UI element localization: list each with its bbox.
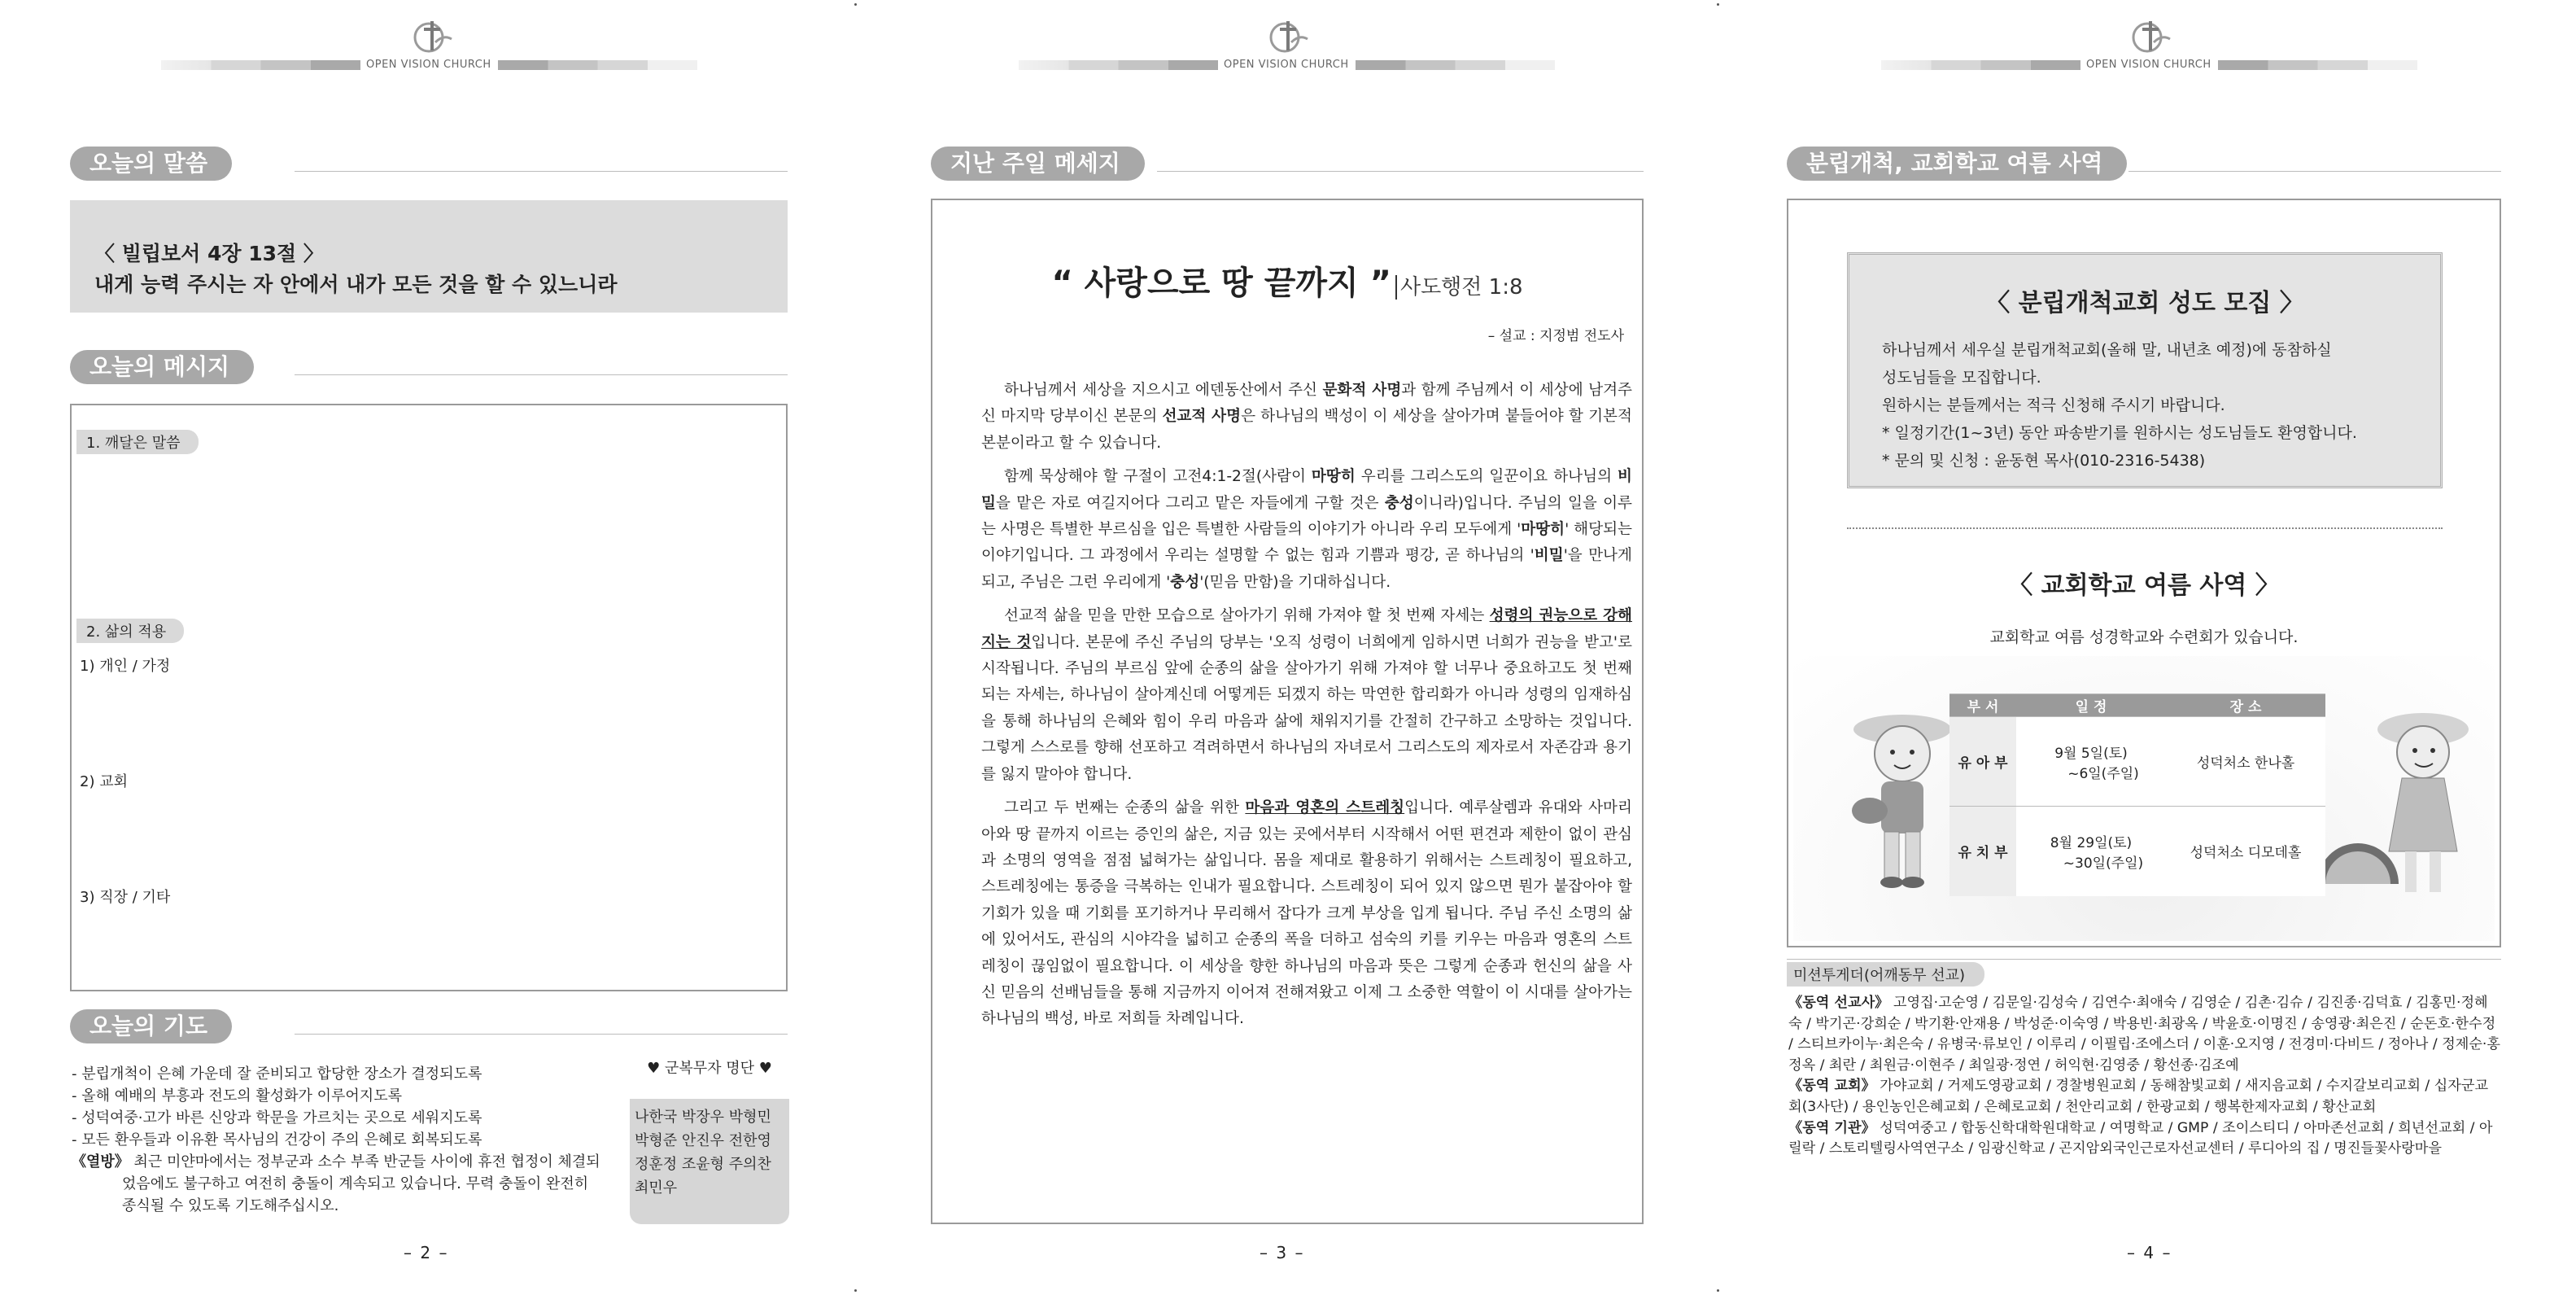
soldiers-panel [630, 1099, 789, 1224]
table-row [1949, 717, 2325, 807]
preacher: – 설교 : 지정범 전도사 [1487, 328, 1624, 344]
ministry-box [1787, 199, 2501, 947]
table-header: 일 정 [2016, 694, 2166, 717]
page-header [856, 18, 1718, 75]
soldier-names: 나한국 박장우 박형민 [635, 1109, 771, 1126]
section-heading [70, 350, 788, 384]
prayer-item: - 모든 환우들과 이유환 목사님의 건강이 주의 은혜로 회복되도록 [72, 1131, 482, 1148]
sermon-paragraph: 함께 묵상해야 할 구절이 고전4:1-2절(사람이 마땅히 우리를 그리스도의 일꾼이요 하나님의 비밀을 맡은 자로 여길지어다 그리고 맡은 자들에게 구할 것은 충성이니라)입니다. 주님의 일을 이루는 사명은 특별한 부르심을 입은 특별한 사람들의 이야기가 아니라 우리 모두에게 '마땅히' 해당되는 이야기입니다. 그 과정에서 우리는 설명할 수 없는 힘과 기쁨과 평강, 곧 하나님의 '비밀'을 만나게 되고, 주님은 그런 우리에게 '충성'(믿음 만함)을 기대하십니다. [981, 468, 1632, 591]
dept-cell: 유 아 부 [1949, 717, 2016, 807]
recruit-line: 원하시는 분들께서는 적극 신청해 주시기 바랍니다. [1882, 396, 2225, 414]
soldier-names: 정훈정 조윤형 주의찬 [635, 1156, 771, 1173]
page-4 [1718, 0, 2576, 1295]
sermon-title: “ 사랑으로 땅 끝까지 ” [1051, 265, 1391, 302]
sermon-heading [932, 257, 1642, 304]
urgent-text: 최근 미얀마에서는 정부군과 소수 부족 반군들 사이에 휴전 협정이 체결되 [133, 1153, 600, 1170]
schedule-table [1949, 693, 2325, 896]
header-bar-right [1356, 60, 1555, 70]
church-name: OPEN VISION CHURCH [2086, 59, 2211, 71]
table-header: 부 서 [1949, 694, 2016, 717]
page-number: – 3 – [1260, 1243, 1305, 1262]
header-bar-right [2218, 60, 2417, 70]
mission-label: 미션투게더(어깨동무 선교) [1787, 962, 1984, 987]
divider [1157, 171, 1644, 172]
place-cell: 성덕처소 한나홀 [2166, 717, 2325, 807]
divider [1847, 527, 2443, 529]
sermon-paragraph: 그리고 두 번째는 순종의 삶을 위한 마음과 영혼의 스트레칭입니다. 예루살렘과 유대와 사마리아와 땅 끝까지 이르는 증인의 삶은, 지금 있는 곳에서부터 시작해서 어떤 편견과 제한이 없이 관심과 소명의 영역을 점점 넓혀가는 삶입니다. 몸을 제대로 활용하기 위해서는 스트레칭이 필요하고, 스트레칭에는 통증을 극복하는 인내가 필요합니다. 스트레칭이 되어 있지 않으면 뭔가 붙잡아야 할 기회가 있을 때 기회를 포기하거나 무리해서 잡다가 크게 부상을 입게 됩니다. 주님 주신 소명의 삶에 있어서도, 관심의 시야각을 넓히고 순종의 폭을 더하고 섬숙의 키를 키우는 마음과 영혼의 스트레칭이 끊임없이 필요합니다. 이 세상을 향한 하나님의 마음과 뜻은 그렇게 순종과 헌신의 삶을 사신 믿음의 선배님들을 통해 지금까지 이어져 전해져왔고 이제 그 소중한 역할이 이 시대를 살아가는 하나님의 백성, 바로 저희들 차례입니다. [981, 799, 1632, 1028]
sermon-body [981, 378, 1632, 1040]
realize-label: 1. 깨달은 말씀 [76, 430, 199, 454]
sermon-reference: 사도행전 1:8 [1395, 275, 1523, 300]
church-name: OPEN VISION CHURCH [366, 59, 491, 71]
recruit-line: * 일정기간(1~3년) 동안 파송받기를 원하시는 성도님들도 환영합니다. [1882, 424, 2357, 442]
verse-reference: 〈 빌립보서 4장 13절 〉 [94, 242, 324, 265]
girl-with-watermelon-illustration [2317, 689, 2480, 917]
prayer-item: - 올해 예배의 부흥과 전도의 활성화가 이루어지도록 [72, 1087, 402, 1105]
apply-item: 3) 직장 / 기타 [80, 889, 171, 906]
sermon-box [931, 199, 1644, 1224]
section-title: 오늘의 메시지 [70, 350, 254, 384]
section-title: 지난 주일 메세지 [931, 147, 1145, 181]
header-bar-left [1019, 60, 1218, 70]
header-bar-left [161, 60, 360, 70]
recruit-line: 성도님들을 모집합니다. [1882, 369, 2041, 387]
section-heading [70, 147, 788, 181]
divider [1787, 959, 2501, 960]
urgent-label: 《열방》 [72, 1153, 129, 1170]
recruit-line: * 문의 및 신청 : 윤동현 목사(010-2316-5438) [1882, 452, 2206, 470]
orgs-list: 《동역 기관》 성덕여중고 / 합동신학대학원대학교 / 여명학교 / GMP / 조이스티디 / 아마존선교회 / 희년선교회 / 아릴락 / 스토리텔링사역연구소 / 임광신학교 / 곤지암외국인근로자선교센터 / 루디아의 집 / 명진들꽃사랑마을 [1788, 1119, 2493, 1157]
missionaries-list: 《동역 선교사》 고영집·고순영 / 김문일·김성숙 / 김연수·최애숙 / 김영순 / 김촌·김슈 / 김진종·김덕효 / 김홍민·정혜숙 / 박기곤·강희순 / 박기환·안재용 / 박성준·이숙영 / 박용빈·최광옥 / 박윤호·이명진 / 송영광·최은진 / 순돈호·한수정 / 스티브카이누·최은숙 / 유병국·류보인 / 이루리 / 이필립·조에스더 / 이훈·오지영 / 전경미·다비드 / 정아나 / 정제순·홍정옥 / 최란 / 최원금·이현주 / 최일광·정연 / 허익현·김영중 / 황선종·김조예 [1788, 995, 2500, 1074]
section-title: 분립개척, 교회학교 여름 사역 [1787, 147, 2127, 181]
section-title: 오늘의 기도 [70, 1009, 232, 1043]
sermon-paragraph: 하나님께서 세상을 지으시고 에덴동산에서 주신 문화적 사명과 함께 주님께서 이 세상에 남겨주신 마지막 당부이신 본문의 선교적 사명은 하나님의 백성이 이 세상을 살아가며 붙들어야 할 기본적 본분이라고 할 수 있습니다. [981, 382, 1632, 452]
date-cell: 9월 5일(토) ~6일(주일) [2016, 717, 2166, 807]
recruit-line: 하나님께서 세우실 분립개척교회(올해 말, 내년초 예정)에 동참하실 [1882, 341, 2332, 359]
churches-list: 《동역 교회》 가야교회 / 거제도영광교회 / 경찰병원교회 / 동해참빛교회 / 새지음교회 / 수지갈보리교회 / 십자군교회(3사단) / 용인농인은혜교회 / 은혜로교회 / 천안리교회 / 한광교회 / 행복한제자교회 / 황산교회 [1788, 1078, 2489, 1115]
divider [2128, 171, 2501, 172]
urgent-text: 종식될 수 있도록 기도해주십시오. [122, 1197, 339, 1214]
sermon-paragraph: 선교적 삶을 믿을 만한 모습으로 살아가기 위해 가져야 할 첫 번째 자세는 성령의 권능으로 강해지는 것입니다. 본문에 주신 주님의 당부는 '오직 성령이 너희에게 임하시면 너희가 권능을 받고'로 시작됩니다. 주님의 부르심 앞에 순종의 삶을 살아가기 위해 가져야 할 너무나 중요하고도 첫 번째 되는 자세는, 하나님이 살아계신데 어떻게든 되겠지 하는 막연한 합리화가 아니라 성령의 임재하심을 통해 하나님의 은혜와 힘이 우리 마음과 삶에 채워지기를 간절히 간구하고 소망하는 것입니다. 그렇게 스스로를 향해 선포하고 격려하면서 하나님의 자녀로서 그리스도의 제자로서 자존감과 용기를 잃지 말아야 합니다. [981, 607, 1633, 783]
table-row [1949, 807, 2325, 896]
apply-item: 1) 개인 / 가정 [80, 658, 171, 675]
urgent-text: 었음에도 불구하고 여전히 충돌이 계속되고 있습니다. 무력 충돌이 완전히 [122, 1175, 589, 1192]
child-with-hat-illustration [1845, 697, 1959, 900]
divider [295, 171, 788, 172]
place-cell: 성덕처소 디모데홀 [2166, 807, 2325, 896]
header-bar-left [1881, 60, 2080, 70]
page-2 [0, 0, 856, 1295]
header-bar-right [498, 60, 697, 70]
table-header: 장 소 [2166, 694, 2325, 717]
recruit-title: 〈 분립개척교회 성도 모집 〉 [1985, 289, 2304, 317]
soldier-names: 박형준 안진우 전한영 [635, 1132, 771, 1149]
section-heading [931, 147, 1644, 181]
page-number: – 2 – [404, 1243, 449, 1262]
apply-label: 2. 삶의 적용 [76, 619, 184, 643]
section-heading [70, 1009, 788, 1043]
prayer-item: - 분립개척이 은혜 가운데 잘 준비되고 합당한 장소가 결정되도록 [72, 1065, 482, 1083]
prayer-item: - 성덕여중·고가 바른 신앙과 학문을 가르치는 곳으로 세워지도록 [72, 1109, 482, 1127]
mission-partners [1788, 993, 2501, 1160]
apply-item: 2) 교회 [80, 773, 128, 790]
message-notes-box [70, 404, 788, 991]
table-header-row [1949, 694, 2325, 717]
page-header [0, 18, 856, 75]
verse-text: 내게 능력 주시는 자 안에서 내가 모든 것을 할 수 있느니라 [94, 273, 618, 296]
church-logo [411, 18, 453, 55]
church-logo [2129, 18, 2172, 55]
section-title: 오늘의 말씀 [70, 147, 232, 181]
page-number: – 4 – [2127, 1243, 2172, 1262]
summer-line: 교회학교 여름 성경학교와 수련회가 있습니다. [1989, 628, 2299, 646]
section-heading [1787, 147, 2501, 181]
verse-panel [70, 200, 788, 313]
church-name: OPEN VISION CHURCH [1224, 59, 1349, 71]
date-cell: 8월 29일(토) ~30일(주일) [2016, 807, 2166, 896]
summer-title: 〈 교회학교 여름 사역 〉 [2008, 571, 2280, 600]
page-3 [856, 0, 1718, 1295]
recruit-panel [1847, 252, 2443, 488]
divider [295, 1034, 788, 1035]
page-header [1718, 18, 2576, 75]
church-logo [1267, 18, 1309, 55]
divider [295, 374, 788, 375]
dept-cell: 유 치 부 [1949, 807, 2016, 896]
soldiers-title: ♥ 군복무자 명단 ♥ [647, 1060, 772, 1077]
recruit-text [1882, 336, 2435, 475]
prayer-list [72, 1063, 633, 1217]
soldier-names: 최민우 [635, 1179, 678, 1197]
